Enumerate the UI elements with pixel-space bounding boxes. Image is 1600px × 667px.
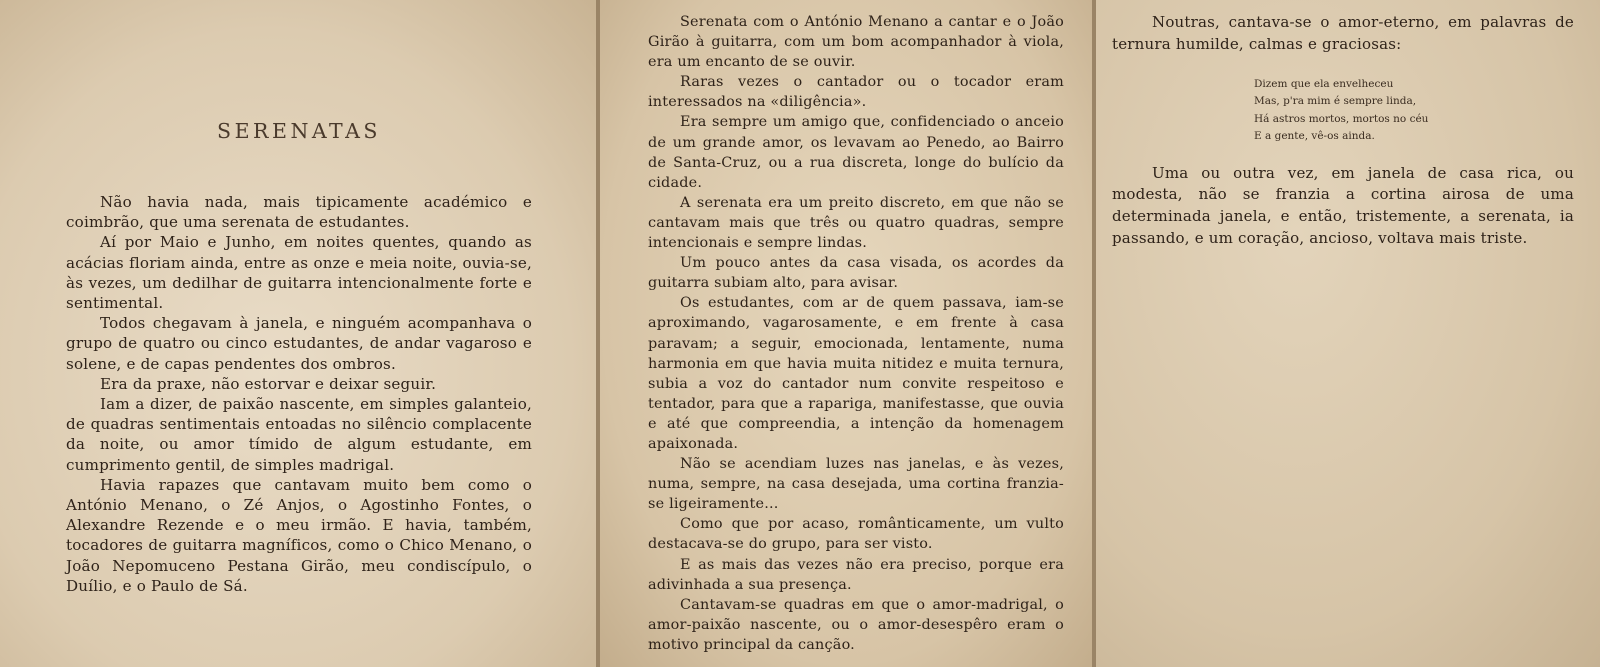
text-column — [1112, 0, 1574, 250]
paragraph: Não se acendiam luzes nas janelas, e às vezes, numa, sempre, na casa desejada, uma cortina franzia-se ligeiramente... — [648, 456, 1064, 513]
poem-line: E a gente, vê-os ainda. — [1254, 130, 1375, 143]
paragraph: E as mais das vezes não era preciso, porque era adivinhada a sua presença. — [648, 556, 1064, 593]
paragraph: Serenata com o António Menano a cantar e o João Girão à guitarra, com um bom acompanhador à viola, era um encanto de se ouvir. — [648, 14, 1064, 71]
page-middle — [600, 0, 1094, 667]
paragraph: Era da praxe, não estorvar e deixar seguir. — [100, 374, 437, 393]
paragraph: Havia rapazes que cantavam muito bem como o António Menano, o Zé Anjos, o Agostinho Fontes, o Alexandre Rezende e o meu irmão. E havia, também, tocadores de guitarra magníficos, como o Chico Menano, o João Nepomuceno Pestana Girão, meu condiscípulo, o Duílio, e o Paulo de Sá. — [66, 475, 532, 595]
paragraph: Noutras, cantava-se o amor-eterno, em palavras de ternura humilde, calmas e graciosas: — [1112, 13, 1574, 53]
poem-line: Mas, p'ra mim é sempre linda, — [1254, 95, 1417, 108]
paragraph: Cantavam-se quadras em que o amor-madrigal, o amor-paixão nascente, ou o amor-desespêro eram o motivo principal da canção. — [648, 596, 1064, 653]
poem-line: Há astros mortos, mortos no céu — [1254, 112, 1429, 125]
chapter-title: SERENATAS — [217, 119, 381, 143]
paragraph: Iam a dizer, de paixão nascente, em simples galanteio, de quadras sentimentais entoadas no silêncio complacente da noite, ou amor tímido de algum estudante, em cumprimento gentil, de simples madrigal. — [66, 395, 532, 474]
paragraph: Era sempre um amigo que, confidenciado o anceio de um grande amor, os levavam ao Penedo, ao Bairro de Santa-Cruz, ou a rua discreta, longe do bulício da cidade. — [648, 114, 1064, 191]
page-left — [0, 0, 598, 667]
text-column — [648, 0, 1064, 655]
page-right — [1096, 0, 1600, 667]
paragraph: Os estudantes, com ar de quem passava, iam-se aproximando, vagarosamente, e em frente à casa paravam; a seguir, emocionada, lentamente, numa harmonia em que havia muita nitidez e muita ternura, subia a voz do cantador num convite respeitoso e tentador, para que a rapariga, manifestasse, que ouvia e até que compreendia, a intenção da homenagem apaixonada. — [648, 295, 1064, 452]
paragraph: Aí por Maio e Junho, em noites quentes, quando as acácias floriam ainda, entre as onze e meia noite, ouvia-se, às vezes, um dedilhar de guitarra intencionalmente forte e sentimental. — [66, 233, 532, 313]
paragraph: Raras vezes o cantador ou o tocador eram interessados na «diligência». — [648, 74, 1064, 111]
paragraph: Não havia nada, mais tipicamente académico e coimbrão, que uma serenata de estudantes. — [66, 193, 532, 232]
paragraph: Todos chegavam à janela, e ninguém acompanhava o grupo de quatro ou cinco estudantes, de andar vagaroso e solene, e de capas pendentes dos ombros. — [66, 314, 532, 373]
paragraph: Como que por acaso, românticamente, um vulto destacava-se do grupo, para ser visto. — [648, 516, 1064, 553]
paragraph: Uma ou outra vez, em janela de casa rica, ou modesta, não se franzia a cortina airosa de uma determinada janela, e então, tristemente, a serenata, ia passando, e um coração, ancioso, voltava mais triste. — [1112, 163, 1574, 247]
paragraph: Um pouco antes da casa visada, os acordes da guitarra subiam alto, para avisar. — [648, 255, 1064, 292]
paragraph: A serenata era um preito discreto, em que não se cantavam mais que três ou quatro quadras, sempre intencionais e sempre lindas. — [648, 194, 1064, 252]
poem-line: Dizem que ela envelheceu — [1254, 77, 1394, 90]
poem-stanza — [1254, 76, 1574, 146]
